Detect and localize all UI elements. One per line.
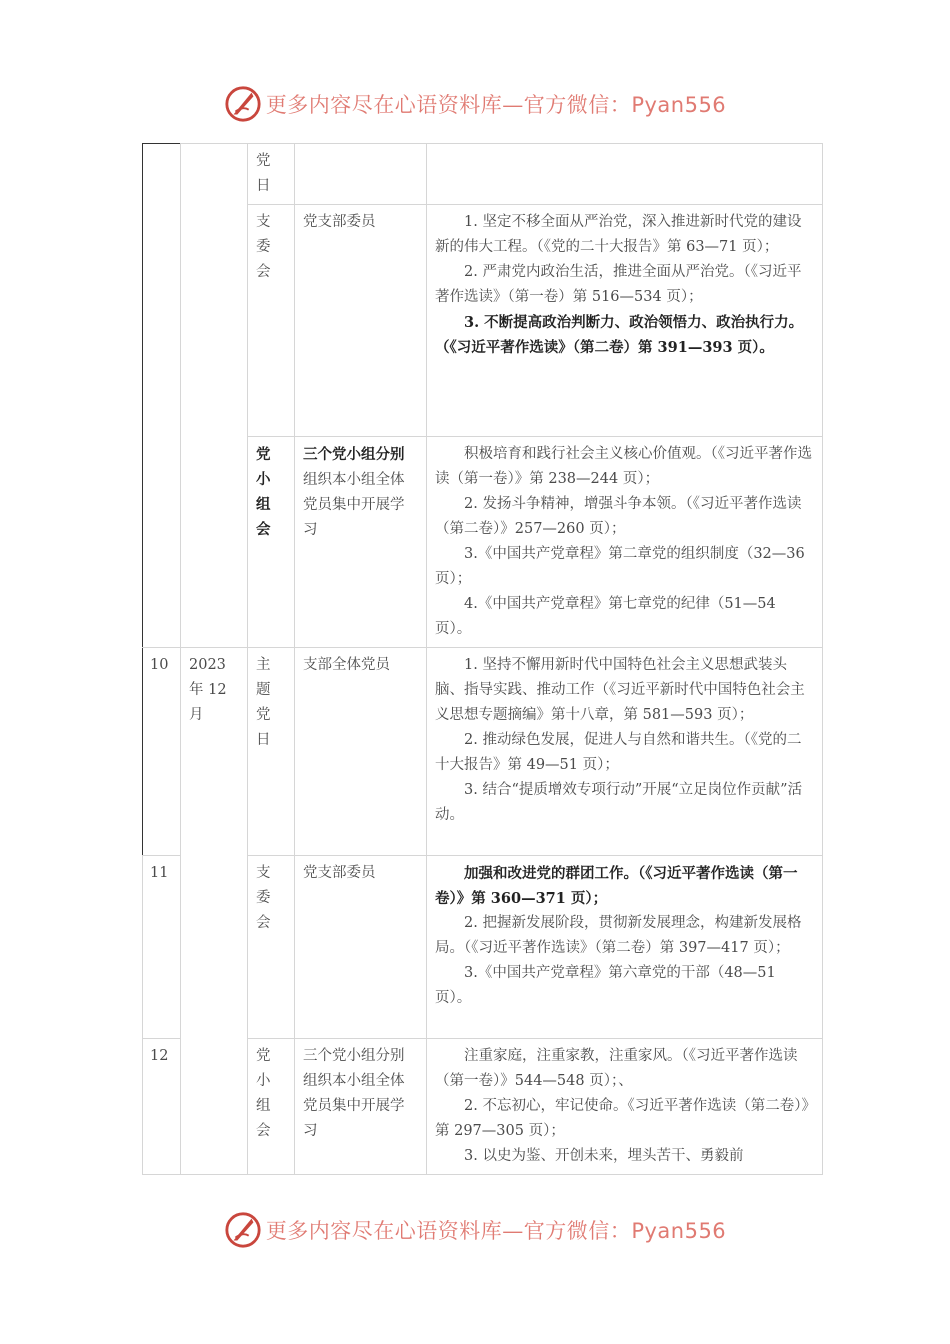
content-line: 1. 坚定不移全面从严治党，深入推进新时代党的建设新的伟大工程。（《党的二十大报告》第 63—71 页）；: [435, 214, 802, 255]
meeting-type-cell: 党 日: [248, 144, 295, 205]
row-number-cell: [143, 144, 181, 648]
meeting-type-cell: 支 委 会: [248, 856, 295, 1039]
content-cell: [427, 1039, 823, 1175]
content-cell: [427, 205, 823, 437]
table-row: [143, 144, 823, 205]
content-line: 3. 以史为鉴、开创未来，埋头苦干、勇毅前: [464, 1148, 744, 1164]
content-line: 积极培育和践行社会主义核心价值观。（《习近平著作选读（第一卷）》第 238—244 页）；: [435, 446, 812, 487]
study-schedule-table: [142, 143, 823, 1175]
meeting-type-cell: 党 小 组 会: [248, 437, 295, 648]
content-line: 3.《中国共产党章程》第二章党的组织制度（32—36 页）；: [435, 546, 805, 587]
wechat-id: Pyan556: [631, 93, 727, 117]
date-cell: [181, 144, 248, 648]
content-line: 4.《中国共产党章程》第七章党的纪律（51—54 页）。: [435, 596, 776, 637]
row-number-cell: 12: [143, 1039, 181, 1175]
content-cell: [427, 437, 823, 648]
content-line: 加强和改进党的群团工作。（《习近平著作选读（第一卷）》第 360—371 页）；: [435, 865, 798, 907]
participants-cell: 三个党小组分别组织本小组全体党员集中开展学习: [295, 437, 427, 648]
watermark-banner-top: [0, 82, 950, 126]
content-line: 3. 不断提高政治判断力、政治领悟力、政治执行力。（《习近平著作选读》（第二卷）第 391—393 页）。: [435, 314, 804, 356]
content-line: 2. 把握新发展阶段，贯彻新发展理念，构建新发展格局。（《习近平著作选读》（第二卷）第 397—417 页）；: [435, 915, 802, 956]
content-line: 2. 不忘初心，牢记使命。《习近平著作选读（第二卷）》第 297—305 页）；: [435, 1098, 809, 1139]
participants-cell: [295, 144, 427, 205]
content-line: 3.《中国共产党章程》第六章党的干部（48—51 页）。: [435, 965, 776, 1006]
content-line: 注重家庭，注重家教，注重家风。（《习近平著作选读（第一卷）》544—548 页）；、: [435, 1048, 798, 1089]
participants-cell: 三个党小组分别组织本小组全体党员集中开展学习: [295, 1039, 427, 1175]
banner-text: 更多内容尽在心语资料库—官方微信：Pyan556: [265, 1219, 727, 1243]
participants-cell: 党支部委员: [295, 205, 427, 437]
content-line: 2. 推动绿色发展，促进人与自然和谐共生。（《党的二十大报告》第 49—51 页）；: [435, 732, 802, 773]
banner-text: 更多内容尽在心语资料库—官方微信：Pyan556: [265, 93, 727, 117]
row-number-cell: 11: [143, 856, 181, 1039]
watermark-banner-bottom: [0, 1208, 950, 1252]
meeting-type-cell: 支 委 会: [248, 205, 295, 437]
content-cell: [427, 144, 823, 205]
participants-cell: 党支部委员: [295, 856, 427, 1039]
quill-logo-icon: [224, 1211, 262, 1249]
content-cell: [427, 856, 823, 1039]
content-cell: [427, 648, 823, 856]
content-line: 2. 发扬斗争精神，增强斗争本领。（《习近平著作选读（第二卷）》257—260 页）；: [435, 496, 802, 537]
quill-logo-icon: [224, 85, 262, 123]
row-number-cell: 10: [143, 648, 181, 856]
content-line: 3. 结合“提质增效专项行动”开展“立足岗位作贡献”活动。: [435, 782, 803, 823]
date-cell: 2023 年 12 月: [181, 648, 248, 1175]
content-line: 2. 严肃党内政治生活，推进全面从严治党。（《习近平著作选读》（第一卷）第 516—534 页）；: [435, 264, 802, 305]
wechat-id: Pyan556: [631, 1219, 727, 1243]
meeting-type-cell: 党 小 组 会: [248, 1039, 295, 1175]
meeting-type-cell: 主 题 党 日: [248, 648, 295, 856]
participants-cell: 支部全体党员: [295, 648, 427, 856]
table-row: [143, 648, 823, 856]
content-line: 1. 坚持不懈用新时代中国特色社会主义思想武装头脑、指导实践、推动工作（《习近平新时代中国特色社会主义思想专题摘编》第十八章，第 581—593 页）；: [435, 657, 805, 723]
